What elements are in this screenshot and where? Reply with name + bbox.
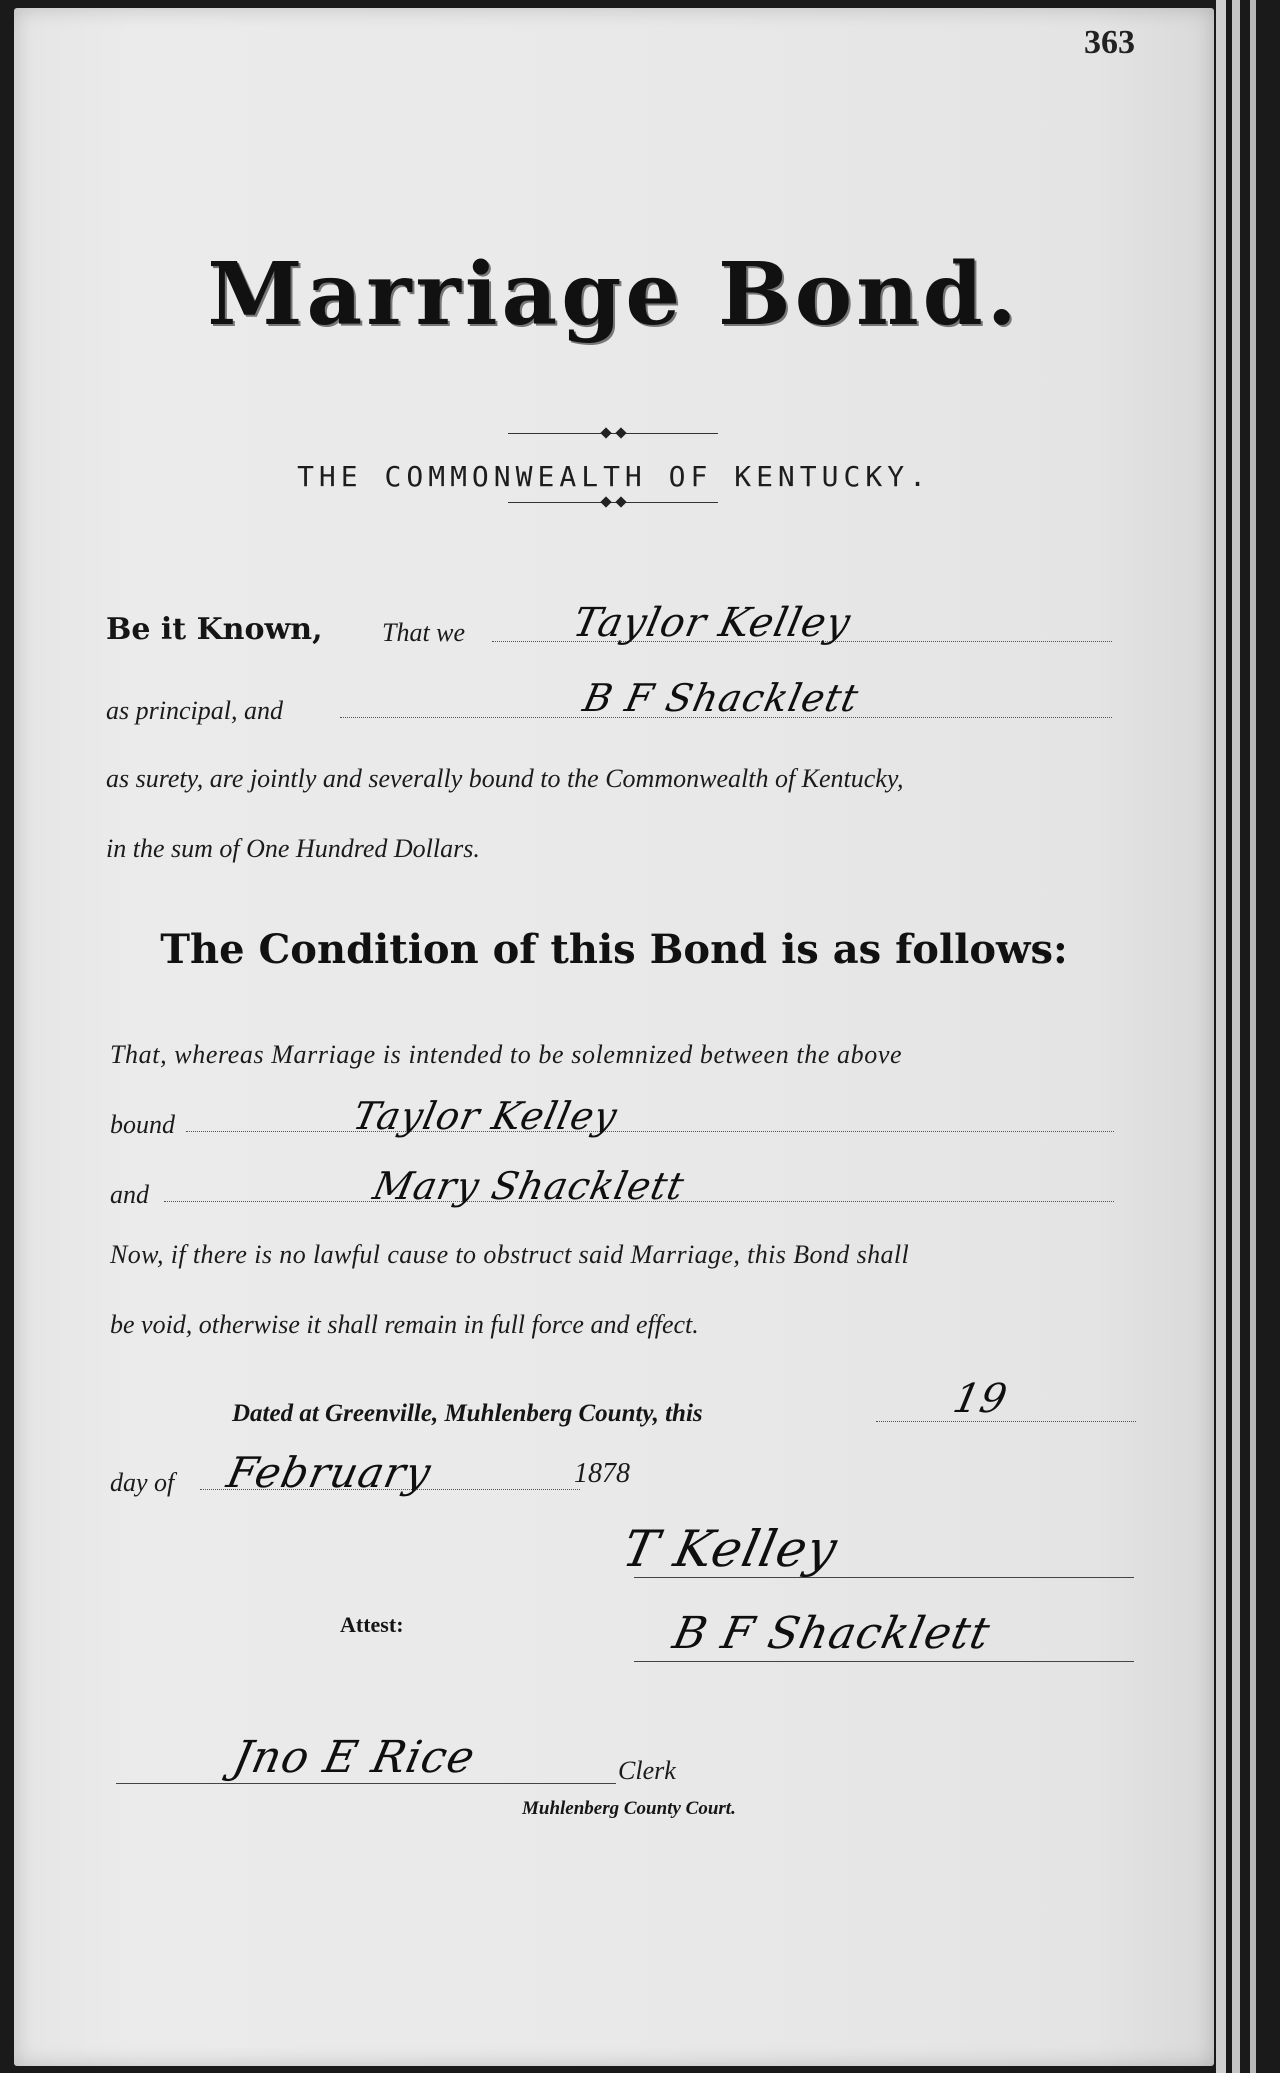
ornament-diamond [615, 496, 626, 507]
ornament-diamond [615, 427, 626, 438]
surety-signature: B F Shacklett [668, 1608, 995, 1659]
principal-label: as principal, and [106, 696, 283, 725]
condition-now: Now, if there is no lawful cause to obstruct said Marriage, this Bond shall [110, 1240, 910, 1269]
be-it-known: Be it Known, [106, 612, 323, 647]
principal-name: Taylor Kelley [569, 600, 855, 646]
condition-line1: That, whereas Marriage is intended to be solemnized between the above [110, 1040, 903, 1069]
page-edge [1250, 0, 1256, 2073]
dated-year: 1878 [574, 1458, 630, 1489]
day-of-label: day of [110, 1468, 175, 1497]
surety-text: as surety, are jointly and severally bound to the Commonwealth of Kentucky, [106, 764, 904, 793]
bound-line [186, 1130, 1114, 1132]
principal-signature: T Kelley [617, 1520, 843, 1578]
dated-text: Dated at Greenville, Muhlenberg County, this [232, 1400, 703, 1427]
attest-label: Attest: [340, 1612, 404, 1637]
clerk-label: Clerk [618, 1756, 676, 1785]
page-edge [1232, 0, 1240, 2073]
that-we-label: That we [382, 618, 466, 647]
and-name: Mary Shacklett [369, 1164, 689, 1208]
dated-month: February [222, 1448, 436, 1497]
court-label: Muhlenberg County Court. [522, 1798, 736, 1819]
dated-day: 19 [949, 1376, 1012, 1422]
ornament-diamond [600, 427, 611, 438]
page-title: Marriage Bond. [207, 244, 1021, 345]
bound-name: Taylor Kelley [349, 1094, 622, 1138]
ornament-diamond [600, 496, 611, 507]
ornament-rule [508, 502, 718, 503]
day-line [876, 1420, 1136, 1422]
condition-void: be void, otherwise it shall remain in full force and effect. [110, 1310, 699, 1339]
page-edge [1216, 0, 1226, 2073]
sum-text: in the sum of One Hundred Dollars. [106, 834, 480, 863]
ornament-rule [508, 433, 718, 434]
surety-name: B F Shacklett [579, 676, 863, 720]
and-label: and [110, 1180, 149, 1209]
surety-signature-line [634, 1660, 1134, 1662]
clerk-signature: Jno E Rice [228, 1732, 480, 1783]
document-page [14, 8, 1214, 2066]
commonwealth-heading: THE COMMONWEALTH OF KENTUCKY. [297, 460, 931, 493]
bound-label: bound [110, 1110, 175, 1139]
page-number: 363 [1084, 24, 1135, 61]
condition-heading: The Condition of this Bond is as follows: [160, 926, 1068, 973]
